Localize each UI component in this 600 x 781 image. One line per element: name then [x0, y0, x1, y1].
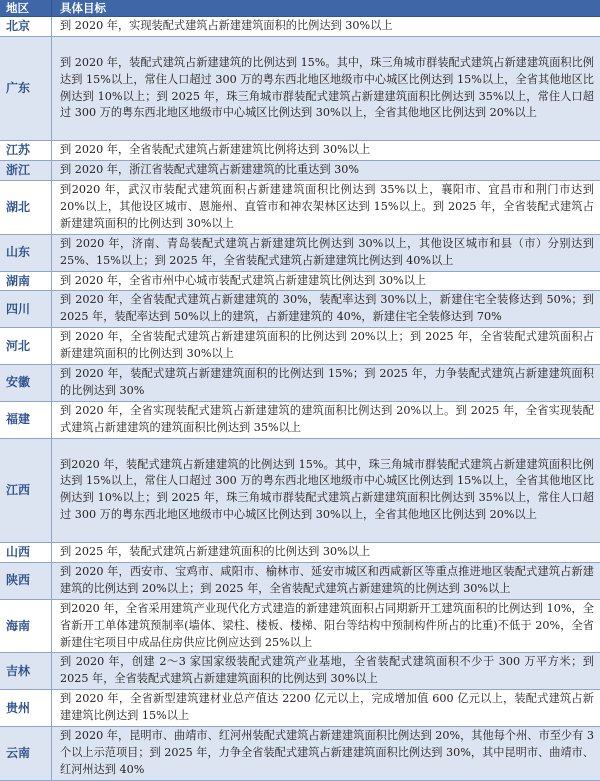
table-row — [0, 161, 600, 181]
goal-cell — [52, 563, 600, 599]
region-cell: 贵州 — [0, 690, 52, 726]
region-cell: 湖南 — [0, 272, 52, 291]
table-row — [0, 17, 600, 37]
goal-text: 到 2020 年，全省装配式建筑占新建建筑面积的比例达到 20%以上；到 2025 年，全省装配式建筑面积占新建建筑面积的比例达到 30%以上 — [60, 330, 594, 361]
goal-cell — [52, 37, 600, 140]
goal-cell — [52, 235, 600, 271]
table-row — [0, 365, 600, 402]
goal-cell — [52, 181, 600, 234]
goal-text: 到2020 年，武汉市装配式建筑面积占新建建筑面积比例达到 35%以上，襄阳市、宜昌市和荆门市达到 20%以上，其他设区城市、恩施州、直管市和神农架林区达到 15%以上。到 2025 年，全省装配式建筑占新建建筑面积的比例达到 30%以上 — [60, 183, 594, 230]
goal-cell — [52, 653, 600, 689]
table-row — [0, 141, 600, 161]
region-cell: 陕西 — [0, 563, 52, 599]
table-row — [0, 439, 600, 543]
goal-text: 到 2020 年，西安市、宝鸡市、咸阳市、榆林市、延安市城区和西咸新区等重点推进地区装配式建筑占新建建筑的比例达到 20%以上；到 2025 年，全省装配式建筑占新建建筑的比例达到 30%以上 — [60, 564, 594, 595]
header-goal: 具体目标 — [60, 0, 106, 15]
table-row — [0, 272, 600, 292]
table-row — [0, 543, 600, 563]
table-row — [0, 690, 600, 727]
table-row — [0, 235, 600, 272]
goal-text: 到 2020 年，装配式建筑占新建建筑的比例达到 15%。其中，珠三角城市群装配式建筑占新建建筑面积比例达到 15%以上，常住人口超过 300 万的粤东西北地区地级市中心城区比例达到 15%以上，全省其他地区比例达到 10%以上；到 2025 年，珠三角城市群装配式建筑占新建建筑面积比例达到 35%以上，常住人口超过 300 万的粤东西北地区地级市中心城区比例达到 30%以上，全省其他地区比例达到 20%以上 — [60, 55, 594, 120]
region-cell: 安徽 — [0, 365, 52, 401]
goal-text: 到 2020 年，全省市州中心城市装配式建筑占新建建筑比例达到 30%以上 — [60, 273, 427, 287]
goal-text: 到 2020 年，浙江省装配式建筑占新建建筑的比重达到 30% — [60, 163, 359, 177]
table-row — [0, 402, 600, 439]
goal-text: 到 2025 年，装配式建筑占新建建筑面积的比例达到 30%以上 — [60, 545, 371, 558]
region-cell: 湖北 — [0, 181, 52, 234]
goal-cell — [52, 272, 600, 291]
region-cell: 云南 — [0, 727, 52, 780]
goal-text: 到 2020 年，全省实现装配式建筑占新建建筑的建筑面积比例达到 20%以上。到 2025 年，全省实现装配式建筑占新建建筑的建筑面积比例达到 35%以上 — [60, 403, 594, 434]
region-cell: 北京 — [0, 17, 52, 36]
region-cell: 海南 — [0, 600, 52, 653]
table-row — [0, 37, 600, 141]
region-cell: 江苏 — [0, 141, 52, 160]
goal-cell — [52, 161, 600, 180]
goal-cell — [52, 690, 600, 726]
goal-cell — [52, 141, 600, 160]
goal-cell — [52, 600, 600, 653]
goal-cell — [52, 365, 600, 401]
goal-cell — [52, 328, 600, 364]
table-row — [0, 181, 600, 235]
goal-cell — [52, 291, 600, 327]
region-cell: 广东 — [0, 37, 52, 140]
region-cell: 山西 — [0, 543, 52, 562]
table-row — [0, 727, 600, 781]
goal-text: 到 2020 年，昆明市、曲靖市、红河州装配式建筑占新建建筑面积比例达到 20%，其他每个州、市至少有 3 个以上示范项目；到 2025 年，力争全省装配式建筑占新建建筑面积比例达到 30%，其中昆明市、曲靖市、红河州达到 40% — [60, 728, 594, 776]
goal-text: 到 2020 年，装配式建筑占新建建筑面积的比例达到 15%；到 2025 年，力争装配式建筑占新建建筑面积的比例达到 30% — [60, 367, 594, 397]
table-body — [0, 17, 600, 781]
table-row — [0, 653, 600, 690]
goal-cell — [52, 543, 600, 562]
goal-cell — [52, 17, 600, 36]
goal-text: 到 2020 年，实现装配式建筑占新建建筑面积的比例达到 30%以上 — [60, 18, 393, 32]
table-header — [0, 0, 600, 17]
region-cell: 江西 — [0, 439, 52, 542]
goal-text: 到 2020 年，全省装配式建筑占新建建筑比例将达到 30%以上 — [60, 143, 371, 157]
region-cell: 浙江 — [0, 161, 52, 180]
goal-cell — [52, 439, 600, 542]
goal-text: 到2020 年，全省采用建筑产业现代化方式建造的新建建筑面积占同期新开工建筑面积的比例达到 10%，全省新开工单体建筑预制率(墙体、梁柱、楼板、楼梯、阳台等结构中预制构件所占的比重)不低于 20%，全省新建住宅项目中成品住房供应比例应达到 25%以上 — [60, 601, 594, 649]
table-row — [0, 291, 600, 328]
region-cell: 河北 — [0, 328, 52, 364]
region-cell: 福建 — [0, 402, 52, 438]
goal-text: 到 2020 年，济南、青岛装配式建筑占新建建筑比例达到 30%以上，其他设区城市和县（市）分别达到 25%、15%以上；到 2025 年，全省装配式建筑占新建建筑比例达到 40%以上 — [60, 236, 594, 267]
goal-cell — [52, 727, 600, 780]
region-cell: 山东 — [0, 235, 52, 271]
header-region: 地区 — [0, 0, 52, 16]
goal-text: 到 2020 年，全省装配式建筑占新建建筑的 30%，装配率达到 30%以上，新建住宅全装修达到 50%；到 2025 年，装配率达到 50%以上的建筑，占新建建筑的 40%，新建住宅全装修达到 70% — [60, 293, 594, 324]
goal-text: 到 2020 年，创建 2～3 家国家级装配式建筑产业基地，全省装配式建筑面积不少于 300 万平方米；到 2025 年，全省装配式建筑占新建建筑面积的比例达到 30%以上 — [60, 655, 594, 686]
goal-text: 到 2020 年，全省新型建筑建材业总产值达 2200 亿元以上，完成增加值 600 亿元以上，装配式建筑占新建建筑比例达到 15%以上 — [60, 692, 594, 723]
goal-cell — [52, 402, 600, 438]
region-cell: 四川 — [0, 291, 52, 327]
table-row — [0, 563, 600, 600]
region-cell: 吉林 — [0, 653, 52, 689]
table-row — [0, 328, 600, 365]
table-row — [0, 600, 600, 654]
goal-text: 到2020 年，装配式建筑占新建建筑的比例达到 15%。其中，珠三角城市群装配式建筑占新建建筑面积比例达到 15%以上，常住人口超过 300 万的粤东西北地区地级市中心城区比例达到 15%以上，全省其他地区比例达到 10%以上；到 2025 年，珠三角城市群装配式建筑占新建建筑面积比例达到 35%以上，常住人口超过 300 万的粤东西北地区地级市中心城区比例达到 30%以上，全省其他地区比例达到 20%以上 — [60, 457, 594, 522]
